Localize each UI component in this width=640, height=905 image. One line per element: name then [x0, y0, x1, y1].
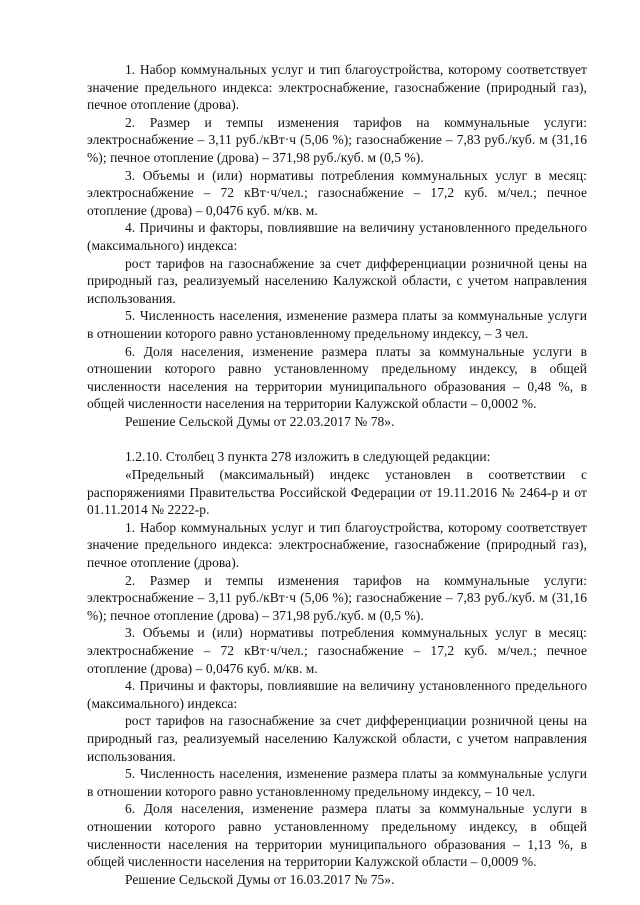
section1-decision: Решение Сельской Думы от 22.03.2017 № 78». — [125, 413, 395, 429]
section2-item4: 4. Причины и факторы, повлиявшие на величину установленного предельного (максимального) индекса: — [87, 678, 587, 711]
section1-item1: 1. Набор коммунальных услуг и тип благоустройства, которому соответствует значение предельного индекса: электроснабжение, газоснабжение (природный газ), печное отопление (дрова). — [87, 62, 587, 113]
section1-item5: 5. Численность населения, изменение размера платы за коммунальные услуги в отношении которого равно установленному предельному индексу, – 3 чел. — [87, 308, 587, 341]
section1-item2: 2. Размер и темпы изменения тарифов на коммунальные услуги: электроснабжение – 3,11 руб./кВт·ч (5,06 %); газоснабжение – 7,83 руб./куб. м (31,16 %); печное отопление (дрова) – 371,98 руб./куб. м (0,5 %). — [87, 114, 587, 165]
section-gap — [87, 430, 587, 448]
section1-item4: 4. Причины и факторы, повлиявшие на величину установленного предельного (максимального) индекса: — [87, 220, 587, 253]
section1-item6: 6. Доля населения, изменение размера платы за коммунальные услуги в отношении которого равно установленному предельному индексу, в общей численности населения на территории муниципального образования – 0,48 %, в общей численности населения на территории Калужской области – 0,0002 %. — [87, 343, 587, 412]
section1-item3: 3. Объемы и (или) нормативы потребления коммунальных услуг в месяц: электроснабжение – 72 кВт·ч/чел.; газоснабжение – 17,2 куб. м/чел.; печное отопление (дрова) – 0,0476 куб. м/кв. м. — [87, 167, 587, 218]
section2-item6: 6. Доля населения, изменение размера платы за коммунальные услуги в отношении которого равно установленному предельному индексу, в общей численности населения на территории муниципального образования – 1,13 %, в общей численности населения на территории Калужской области – 0,0009 %. — [87, 801, 587, 870]
section2-decision: Решение Сельской Думы от 16.03.2017 № 75». — [125, 871, 395, 887]
section2-item1: 1. Набор коммунальных услуг и тип благоустройства, которому соответствует значение предельного индекса: электроснабжение, газоснабжение (природный газ), печное отопление (дрова). — [87, 519, 587, 571]
section2-heading: 1.2.10. Столбец 3 пункта 278 изложить в следующей редакции: — [125, 449, 491, 465]
document-page — [87, 61, 587, 888]
section2-intro: «Предельный (максимальный) индекс установлен в соответствии с распоряжениями Правительства Российской Федерации от 19.11.2016 № 2464-р и от 01.11.2014 № 2222-р. — [87, 467, 587, 518]
section2-item5: 5. Численность населения, изменение размера платы за коммунальные услуги в отношении которого равно установленному предельному индексу, – 10 чел. — [87, 766, 587, 799]
section2-item4-detail: рост тарифов на газоснабжение за счет дифференциации розничной цены на природный газ, реализуемый населению Калужской области, с учетом направления использования. — [87, 713, 587, 764]
section2-item2: 2. Размер и темпы изменения тарифов на коммунальные услуги: электроснабжение – 3,11 руб./кВт·ч (5,06 %); газоснабжение – 7,83 руб./куб. м (31,16 %); печное отопление (дрова) – 371,98 руб./куб. м (0,5 %). — [87, 572, 587, 623]
section2-item3: 3. Объемы и (или) нормативы потребления коммунальных услуг в месяц: электроснабжение – 72 кВт·ч/чел.; газоснабжение – 17,2 куб. м/чел.; печное отопление (дрова) – 0,0476 куб. м/кв. м. — [87, 625, 587, 676]
section1-item4-detail: рост тарифов на газоснабжение за счет дифференциации розничной цены на природный газ, реализуемый населению Калужской области, с учетом направления использования. — [87, 255, 587, 306]
